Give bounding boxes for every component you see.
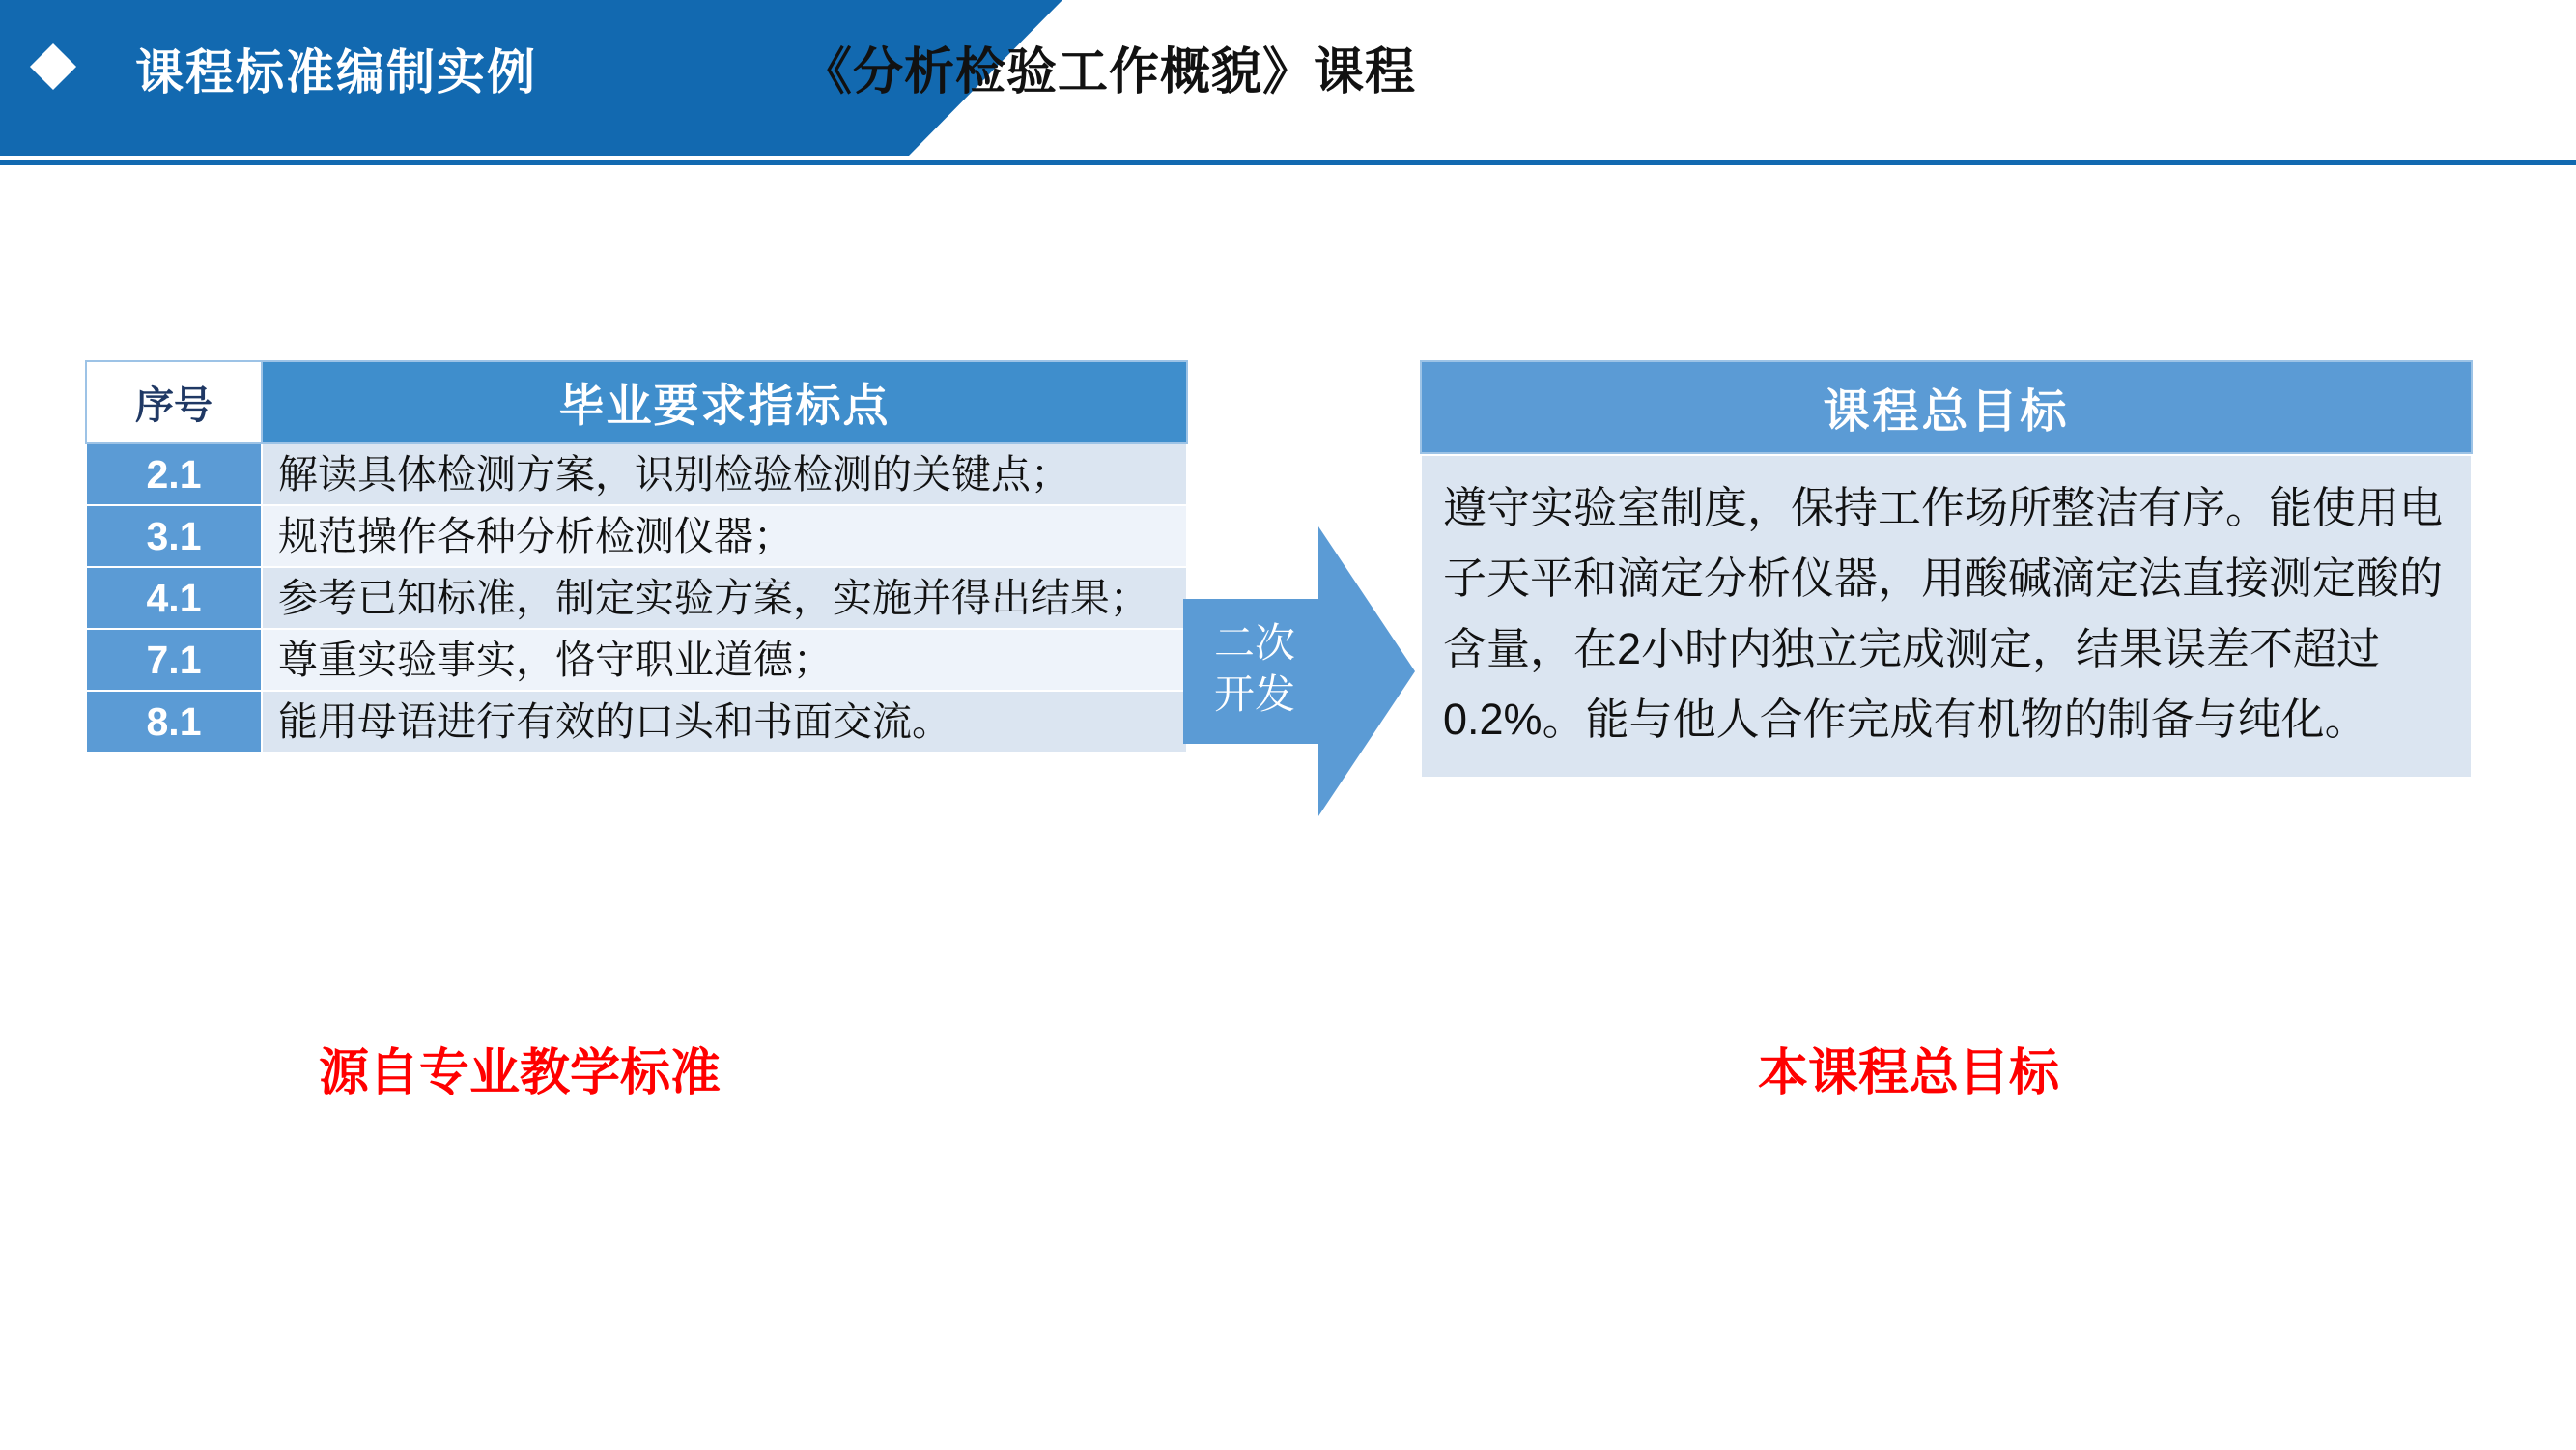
right-caption: 本课程总目标	[1758, 1045, 2060, 1101]
table-row	[86, 691, 1187, 753]
row-no: 2.1	[86, 443, 262, 505]
page-title: 课程标准编制实例	[135, 45, 537, 100]
row-text: 能用母语进行有效的口头和书面交流。	[262, 691, 1187, 753]
arrow-label-line2: 开发	[1213, 670, 1295, 717]
row-text: 规范操作各种分析检测仪器；	[262, 505, 1187, 567]
table-header-row	[86, 361, 1187, 443]
column-header-no: 序号	[86, 361, 262, 443]
table-row	[86, 505, 1187, 567]
slide-header	[0, 0, 2576, 156]
header-divider	[0, 160, 2576, 165]
course-objective-body: 遵守实验室制度，保持工作场所整洁有序。能使用电子天平和滴定分析仪器，用酸碱滴定法直接测定酸的含量，在2小时内独立完成测定，结果误差不超过0.2%。能与他人合作完成有机物的制备与纯化。	[1420, 454, 2473, 779]
table-row	[86, 629, 1187, 691]
graduation-requirements-table	[85, 360, 1188, 753]
course-objective-header: 课程总目标	[1420, 360, 2473, 454]
row-text: 参考已知标准，制定实验方案，实施并得出结果；	[262, 567, 1187, 629]
table-row	[86, 443, 1187, 505]
row-no: 3.1	[86, 505, 262, 567]
arrow-label	[1191, 618, 1318, 720]
row-text: 解读具体检测方案，识别检验检测的关键点；	[262, 443, 1187, 505]
left-caption: 源自专业教学标准	[319, 1045, 722, 1101]
arrow-label-line1: 二次	[1213, 620, 1295, 666]
table-row	[86, 567, 1187, 629]
page-subtitle: 《分析检验工作概貌》课程	[802, 44, 1417, 100]
right-arrow-icon	[1183, 526, 1415, 816]
row-no: 4.1	[86, 567, 262, 629]
row-no: 8.1	[86, 691, 262, 753]
row-no: 7.1	[86, 629, 262, 691]
column-header-indicator: 毕业要求指标点	[262, 361, 1187, 443]
row-text: 尊重实验事实，恪守职业道德；	[262, 629, 1187, 691]
course-objective-box	[1420, 360, 2473, 779]
